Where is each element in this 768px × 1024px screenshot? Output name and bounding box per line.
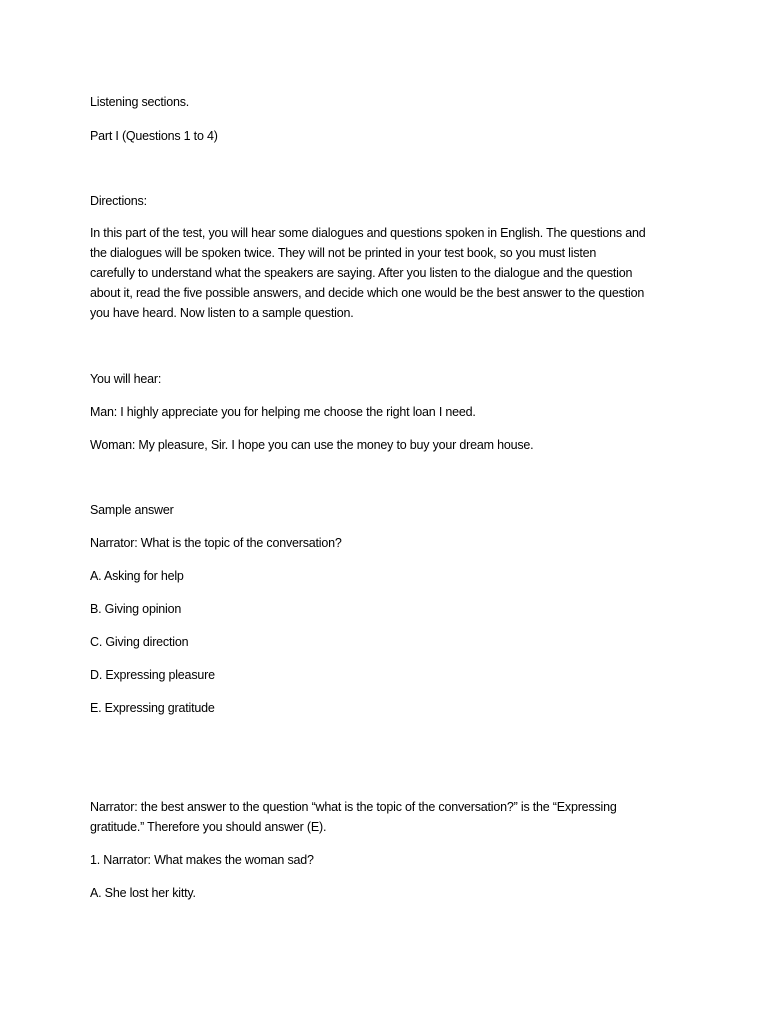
sample-answer-label: Sample answer: [90, 503, 174, 517]
dialogue-man: Man: I highly appreciate you for helping me choose the right loan I need.: [90, 405, 476, 419]
question-1-option-a: A. She lost her kitty.: [90, 886, 196, 900]
explanation-paragraph: [90, 797, 690, 837]
directions-paragraph: [90, 223, 690, 323]
directions-line: the dialogues will be spoken twice. They will not be printed in your test book, so you must listen: [90, 246, 597, 260]
you-will-hear-label: You will hear:: [90, 372, 162, 386]
dialogue-woman: Woman: My pleasure, Sir. I hope you can use the money to buy your dream house.: [90, 438, 534, 452]
option-c: C. Giving direction: [90, 635, 189, 649]
option-a: A. Asking for help: [90, 569, 184, 583]
directions-line: about it, read the five possible answers, and decide which one would be the best answer to the question: [90, 286, 645, 300]
directions-line: you have heard. Now listen to a sample question.: [90, 306, 354, 320]
option-b: B. Giving opinion: [90, 602, 182, 616]
question-1: 1. Narrator: What makes the woman sad?: [90, 853, 314, 867]
explanation-line: gratitude.” Therefore you should answer (E).: [90, 820, 327, 834]
document-heading: Listening sections.: [90, 95, 190, 109]
directions-line: carefully to understand what the speakers are saying. After you listen to the dialogue and the question: [90, 266, 633, 280]
part-title: Part I (Questions 1 to 4): [90, 129, 218, 143]
directions-line: In this part of the test, you will hear some dialogues and questions spoken in English. The questions and: [90, 226, 646, 240]
sample-question: Narrator: What is the topic of the conversation?: [90, 536, 342, 550]
explanation-line: Narrator: the best answer to the question “what is the topic of the conversation?” is the “Expressing: [90, 800, 617, 814]
option-e: E. Expressing gratitude: [90, 701, 215, 715]
directions-label: Directions:: [90, 194, 147, 208]
option-d: D. Expressing pleasure: [90, 668, 215, 682]
